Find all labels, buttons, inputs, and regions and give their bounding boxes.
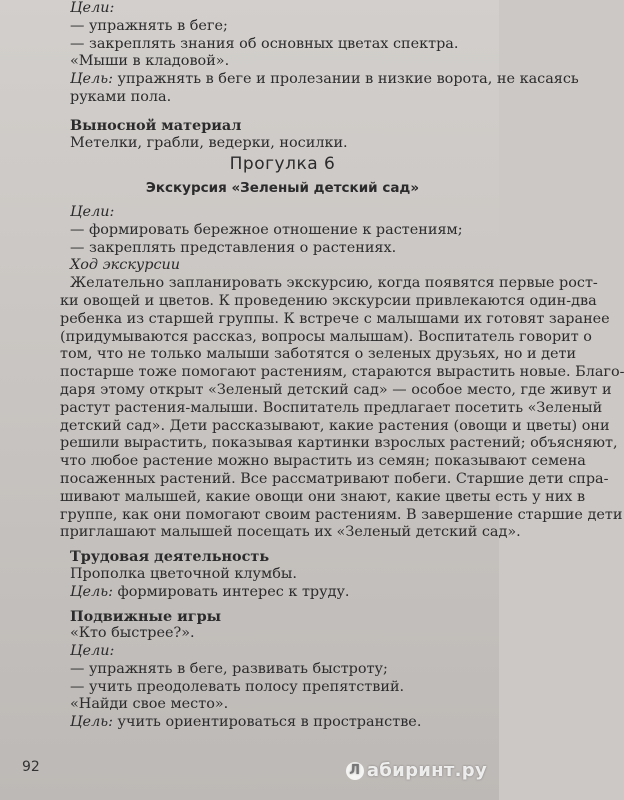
paragraph-line: детский сад». Дети рассказывают, какие растения (овощи и цветы) они — [60, 417, 610, 434]
game2-title: «Найди свое место». — [70, 696, 229, 713]
games-heading: Подвижные игры — [70, 607, 222, 625]
game-goal — [70, 71, 579, 89]
game-goal-label: Цель: — [70, 71, 113, 88]
paragraph-line: ребенка из старшей группы. К встрече с малышами их готовят заранее — [60, 310, 610, 327]
paragraph-line: Желательно запланировать экскурсию, когда появятся первые рост- — [70, 275, 598, 292]
paragraph-line: решили вырастить, показывая картинки взрослых растений; объясняют, — [60, 435, 618, 452]
paragraph-line: приглашают малышей посещать их «Зеленый детский сад». — [60, 524, 521, 541]
labor-heading: Трудовая деятельность — [70, 548, 270, 566]
course-label: Ход экскурсии — [70, 257, 181, 274]
paragraph-line: ки овощей и цветов. К проведению экскурсии привлекаются один-два — [60, 292, 597, 309]
goal-item: — закреплять знания об основных цветах спектра. — [70, 35, 459, 52]
goal-item: — упражнять в беге; — [70, 17, 228, 34]
paragraph-line: постарше тоже помогают растениям, стараются вырастить новые. Благо- — [60, 364, 624, 381]
game2-goal — [70, 714, 495, 732]
walk-goal-item: — закреплять представления о растениях. — [70, 239, 397, 256]
game-title: «Мыши в кладовой». — [70, 53, 230, 70]
paragraph-line: (придумываются рассказ, вопросы малышам). Воспитатель говорит о — [60, 328, 592, 345]
game1-goals-label: Цели: — [70, 643, 115, 660]
paragraph-line: группе, как они помогают своим растениям. В завершение старшие дети — [60, 506, 623, 523]
labirint-watermark — [346, 760, 487, 781]
excursion-paragraph — [60, 275, 624, 542]
paragraph-line: посаженных растений. Все рассматривают побеги. Старшие дети спра- — [60, 470, 609, 487]
game2-goal-label: Цель: — [70, 714, 113, 731]
walk-title: Прогулка 6 — [229, 154, 336, 175]
game2-goal-text: учить ориентироваться в пространстве. — [112, 714, 422, 731]
paragraph-line: растут растения-малыши. Воспитатель предлагает посетить «Зеленый — [60, 399, 603, 416]
game1-title: «Кто быстрее?». — [70, 625, 195, 642]
labor-goal-text: формировать интерес к труду. — [112, 583, 350, 600]
paragraph-line: что любое растение можно вырастить из семян; показывают семена — [60, 453, 586, 470]
game-goal-continuation: руками пола. — [70, 88, 172, 105]
walk-goal-item: — формировать бережное отношение к растениям; — [70, 221, 463, 238]
page-number: 92 — [22, 759, 40, 775]
outdoor-material-heading: Выносной материал — [70, 116, 242, 134]
game1-goal-item: — учить преодолевать полосу препятствий. — [70, 678, 405, 695]
goals-label: Цели: — [70, 0, 115, 16]
excursion-title: Экскурсия «Зеленый детский сад» — [145, 180, 420, 197]
paragraph-line: шивают малышей, какие овощи они знают, какие цветы есть у них в — [60, 488, 586, 505]
labor-text: Прополка цветочной клумбы. — [70, 565, 297, 582]
labirint-logo-icon: Л — [346, 762, 364, 780]
labor-goal — [70, 584, 495, 602]
watermark-text: абиринт.ру — [366, 760, 487, 781]
paragraph-line: даря этому открыт «Зеленый детский сад» — особое место, где живут и — [60, 381, 612, 398]
paragraph-line: том, что не только малыши заботятся о зеленых друзьях, но и дети — [60, 346, 577, 363]
walk-goals-label: Цели: — [70, 203, 115, 220]
game1-goal-item: — упражнять в беге, развивать быстроту; — [70, 660, 388, 677]
labor-goal-label: Цель: — [70, 583, 113, 600]
game-goal-text: упражнять в беге и пролезании в низкие ворота, не касаясь — [112, 71, 579, 88]
page-content — [60, 0, 624, 732]
outdoor-material-text: Метелки, грабли, ведерки, носилки. — [70, 134, 348, 151]
